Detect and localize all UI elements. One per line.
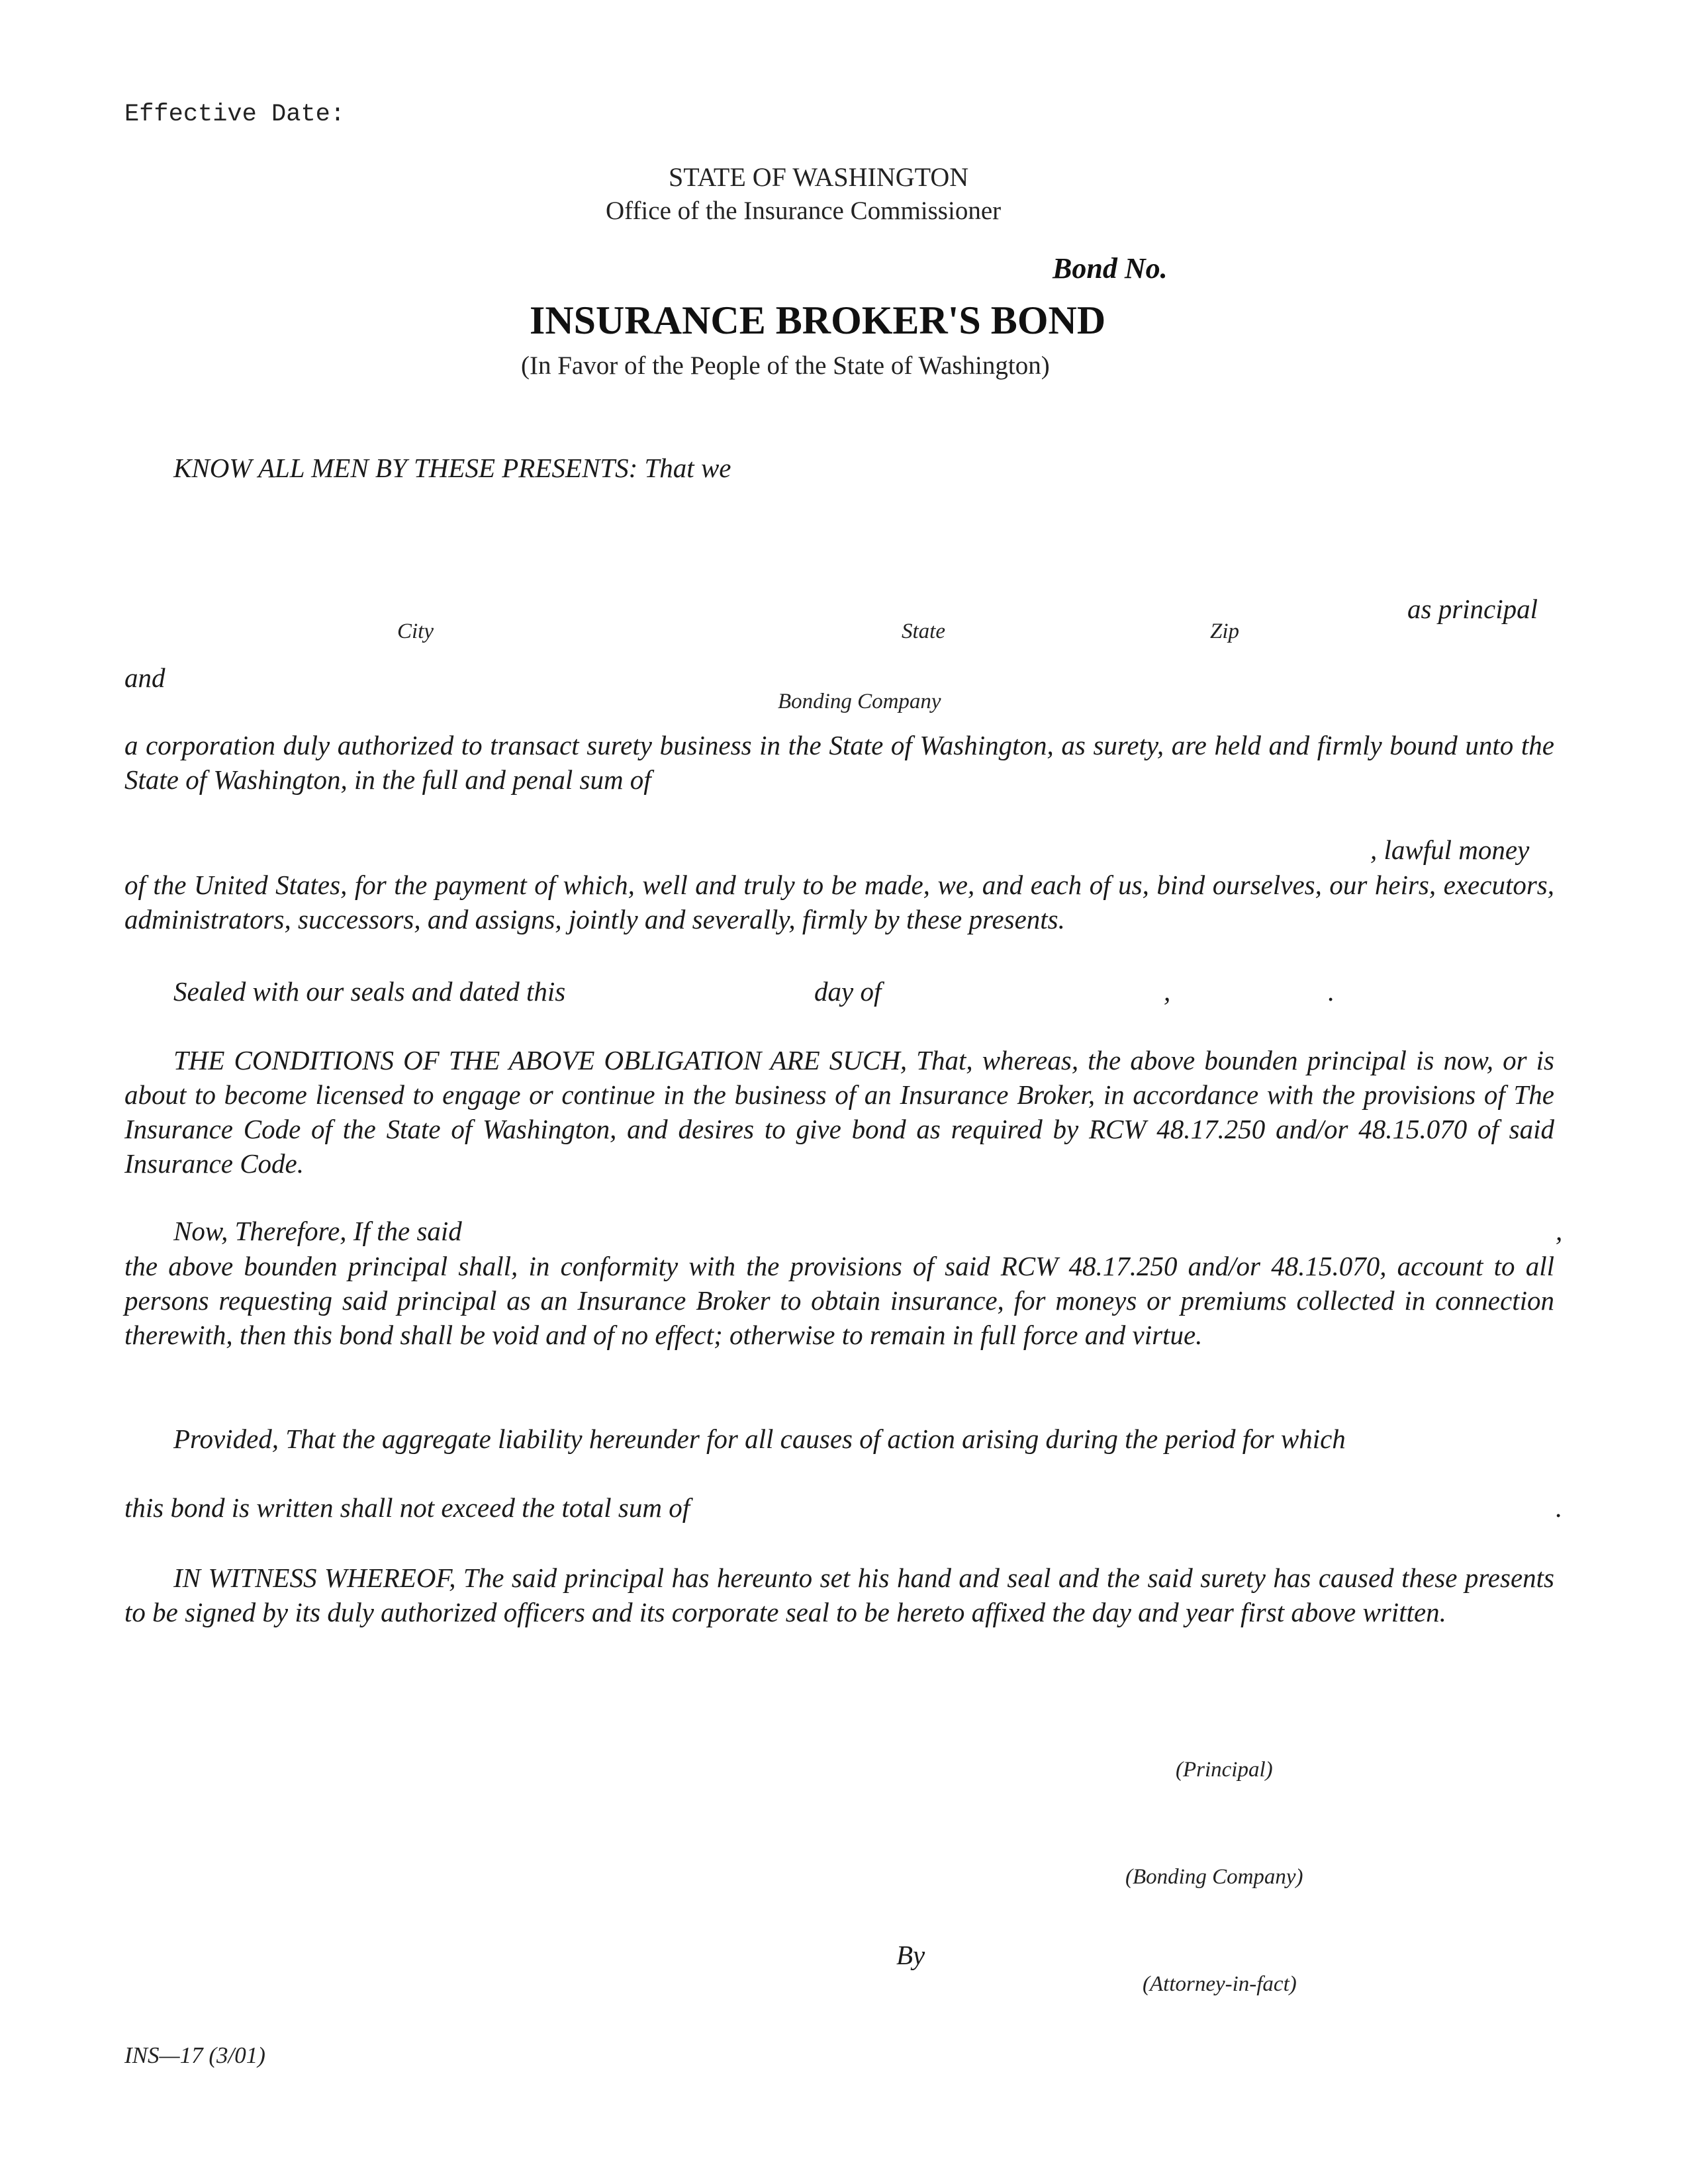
and-text: and [124, 662, 165, 693]
page-title: INSURANCE BROKER'S BOND [530, 298, 1106, 342]
bond-number-label: Bond No. [1053, 252, 1168, 285]
sealed-comma: , [1164, 976, 1171, 1007]
form-number: INS—17 (3/01) [124, 2042, 265, 2068]
witness-paragraph [124, 1561, 1554, 1629]
not-exceed-period: . [1556, 1492, 1563, 1523]
witness-text: IN WITNESS WHEREOF, The said principal has hereunto set his hand and seal and the said surety has caused these presents to be signed by its duly authorized officers and its corporate seal to be hereto affixed the day and year first above written. [124, 1563, 1554, 1627]
city-caption: City [397, 619, 434, 643]
corporation-paragraph: a corporation duly authorized to transact surety business in the State of Washington, as surety, are held and firmly bound unto the State of Washington, in the full and penal sum of [124, 730, 1554, 795]
state-caption: State [902, 619, 945, 643]
zip-caption: Zip [1210, 619, 1240, 643]
provided-text: Provided, That the aggregate liability hereunder for all causes of action arising during the period for which [173, 1424, 1346, 1454]
know-all-men-text: KNOW ALL MEN BY THESE PRESENTS: That we [173, 453, 731, 483]
attorney-in-fact-caption: (Attorney-in-fact) [1143, 1972, 1297, 1996]
now-therefore-text: Now, Therefore, If the said [173, 1216, 462, 1246]
effective-date-label: Effective Date: [124, 101, 346, 128]
sealed-day-of-text: day of [814, 976, 882, 1007]
not-exceed-text: this bond is written shall not exceed the total sum of [124, 1492, 690, 1523]
payment-paragraph: of the United States, for the payment of which, well and truly to be made, we, and each of us, bind ourselves, our heirs, executors, administrators, successors, and assigns, jointly and severally, firmly by these presents. [124, 870, 1554, 934]
lawful-money-text: , lawful money [1370, 835, 1530, 865]
office-heading: Office of the Insurance Commissioner [606, 197, 1002, 225]
sealed-period: . [1328, 976, 1335, 1007]
page-subtitle: (In Favor of the People of the State of Washington) [521, 351, 1050, 380]
sealed-text: Sealed with our seals and dated this [173, 976, 566, 1007]
now-therefore-comma: , [1556, 1216, 1563, 1246]
conditions-paragraph [124, 1043, 1554, 1181]
bonding-company-caption: Bonding Company [778, 690, 941, 713]
state-heading: STATE OF WASHINGTON [669, 162, 969, 192]
conditions-text: THE CONDITIONS OF THE ABOVE OBLIGATION ARE SUCH, That, whereas, the above bounden principal is now, or is about to become licensed to engage or continue in the business of an Insurance Broker, in accordance with the provisions of The Insurance Code of the State of Washington, and desires to give bond as required by RCW 48.17.250 and/or 48.15.070 of said Insurance Code. [124, 1045, 1554, 1179]
by-label: By [896, 1940, 925, 1970]
bonding-company-signature-caption: (Bonding Company) [1125, 1865, 1303, 1889]
principal-signature-caption: (Principal) [1176, 1758, 1273, 1782]
as-principal-text: as principal [1407, 594, 1538, 624]
bounden-paragraph: the above bounden principal shall, in conformity with the provisions of said RCW 48.17.250 and/or 48.15.070, account to all persons requesting said principal as an Insurance Broker to obtain insurance, for moneys or premiums collected in connection therewith, then this bond shall be void and of no effect; otherwise to remain in full force and virtue. [124, 1251, 1554, 1350]
